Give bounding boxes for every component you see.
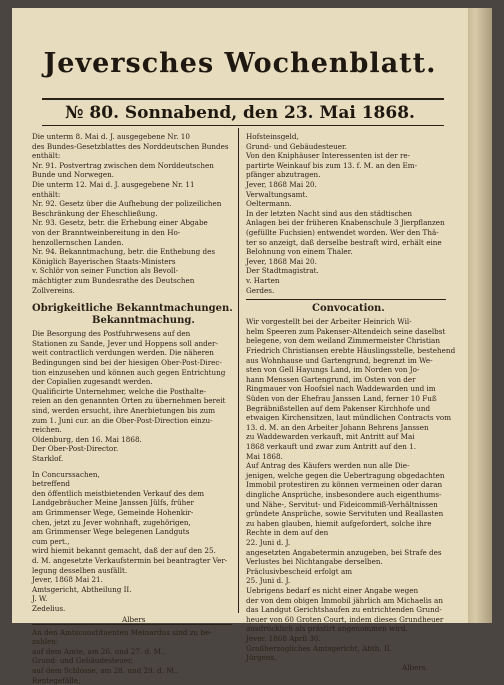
text-line: mächtigter zum Bundesrathe des Deutschen [32, 276, 195, 285]
text-line: sind, werden ersucht, ihre Anerbietungen bis zum [32, 406, 216, 415]
text-line: Bunde und Norwegen. [32, 170, 115, 180]
signature-albers: Albers. [402, 662, 428, 672]
text-line: Nr. 93. Gesetz, betr. die Erhebung einer Abgabe [32, 218, 208, 228]
text-line: zum 1. Juni cur. an die Ober-Post-Direction einzu- [32, 415, 213, 425]
text-line: Amtsgericht, Abtheilung II. [32, 584, 132, 594]
text-line: zu haben glauben, hiemit aufgefordert, solche ihre [246, 518, 432, 528]
text-line: (gefüllte Fuchsien) entwendet worden. Wer den Thä- [246, 228, 439, 237]
text-line: Königlich Bayerischen Staats-Ministers [32, 256, 176, 266]
text-line: Rechte in dem auf den [246, 528, 329, 538]
text-line: Nr. 94. Bekanntmachung, betr. die Enthebung des [32, 247, 216, 257]
text-line: Belohnung von einem Thaler. [246, 247, 353, 257]
section-title: Convocation. [312, 303, 385, 315]
text-line: Begräbnißstellen auf dem Pakenser Kirchhofe und [246, 403, 431, 413]
text-line: Die unterm 12. Mai d. J. ausgegebene Nr. 11 [32, 180, 195, 189]
text-line: belegene, von dem weiland Zimmermeister Christian [246, 336, 440, 346]
text-line: Oeltermann. [246, 199, 292, 209]
text-line: reichen. [32, 425, 62, 435]
text-line: Präclusivbescheid erfolgt am [246, 566, 353, 576]
text-line: chen, jetzt zu Jever wohnhaft, zugehörigen, [32, 517, 191, 527]
text-line: Uebrigens bedarf es nicht einer Angabe wegen [246, 586, 419, 595]
text-line: sten von Gell Hayungs Land, im Norden von Jo- [246, 365, 420, 375]
text-line: Die unterm 8. Mai d. J. ausgegebene Nr. 10 [32, 132, 190, 141]
text-line: der von dem obigen Immobil jährlich am Michaelis an [246, 595, 443, 605]
text-line: betreffend [32, 479, 71, 489]
book-edge [468, 8, 492, 623]
section-title: Obrigkeitliche Bekanntmachungen. [32, 303, 233, 315]
text-line: aus Wohnhause und Gartengrund, begrenzt im We- [246, 355, 433, 365]
text-line: Bedingungen sind bei der hiesigen Ober-Post-Direc- [32, 358, 222, 367]
text-line: gründete Ansprüche, sowie Servituten und Reallasten [246, 509, 444, 519]
signature-albers: Albers [122, 614, 146, 624]
text-line: am Grimmenser Wege, Gemeinde Hohenkir- [32, 508, 194, 517]
text-line: ter so anzeigt, daß derselbe bestraft wird, erhält eine [246, 237, 442, 247]
text-line: Gerdes. [246, 285, 275, 295]
text-line: Auf Antrag des Käufers werden nun alle Die- [246, 461, 410, 471]
text-line: Ringmauer von Hoofsiel nach Waddewarden und im [246, 384, 436, 394]
text-line: Grund- und Gebäudesteuer. [246, 141, 347, 151]
text-line: Beschränkung der Eheschließung. [32, 208, 158, 218]
text-line: Süden von der Ehefrau Janssen Land, ferner 10 Fuß [246, 394, 437, 403]
section-subtitle: Bekanntmachung. [92, 315, 195, 327]
text-line: reien an den genannten Orten zu übernehmen bereit [32, 396, 226, 406]
text-line: Grund- und Gebäudesteuer, [32, 656, 133, 666]
text-line: Jürgens. [246, 653, 277, 663]
text-line: dingliche Ansprüche, insbesondere auch eigenthums- [246, 490, 442, 499]
text-line: hann Menssen Gartengrund, im Osten von der [246, 374, 416, 384]
text-line: Wir vorgestellt bei der Arbeiter Heinrich Wil- [246, 317, 412, 327]
text-line: Friedrich Christiansen erebte Häuslingsstelle, bestehend [246, 346, 456, 355]
text-line: cum pert., [32, 536, 70, 546]
text-line: Immobil protestiren zu können vermeinen oder daran [246, 480, 443, 490]
text-line: Landgebräucher Meine Janssen Jülfs, früher [32, 498, 194, 508]
text-line: Starklof. [32, 454, 64, 463]
issue-line: № 80. Sonnabend, den 23. Mai 1868. [65, 103, 415, 123]
text-line: 22. Juni d. J. [246, 538, 291, 547]
text-line: des Bundes-Gesetzblattes des Norddeutschen Bundes [32, 141, 229, 151]
text-line: auf dem Schlosse, am 28. und 29. d. M., [32, 666, 179, 675]
issue-rule [42, 125, 444, 126]
text-line: In der letzten Nacht sind aus den städtischen [246, 208, 413, 218]
masthead-rule [42, 98, 444, 100]
text-line: Hofsteinsgeld, [246, 132, 299, 141]
text-line: ausdrücklich als prästirt angenommen wird. [246, 624, 408, 634]
text-line: Jever, 1868 Mai 20. [246, 180, 317, 189]
text-line: Der Stadtmagistrat. [246, 266, 319, 276]
rule [32, 624, 232, 625]
text-line: Rentegefälle, [32, 675, 81, 685]
text-line: auf dem Amte, am 26. und 27. d. M., [32, 646, 166, 656]
text-line: 1868 verkauft und zwar zum Antritt auf den 1. [246, 442, 417, 451]
text-line: weit contractlich verdungen werden. Die näheren [32, 348, 214, 358]
text-line: 25. Juni d. J. [246, 576, 291, 586]
text-line: tion einzusehen und können auch gegen Entrichtung [32, 367, 226, 377]
text-line: v. Schlör von seiner Function als Bevoll- [32, 266, 179, 276]
text-line: jenigen, welche gegen die Uebertragung obgedachten [246, 470, 445, 480]
text-line: partirte Weinkauf bis zum 13. f. M. an den Em- [246, 160, 418, 170]
text-line: enthält: [32, 151, 61, 161]
text-line: Nr. 91. Postvertrag zwischen dem Norddeutschen [32, 160, 214, 170]
text-line: Großherzogliches Amtsgericht, Abth. II. [246, 643, 392, 653]
text-line: das Landgut Gerichtshaufen zu entrichtenden Grund- [246, 605, 442, 615]
text-line: Zedelius. [32, 604, 66, 613]
text-line: An den Amtsconstituenten Meinardus sind zu be- [32, 627, 212, 637]
text-line: Anlagen bei der früheren Knabenschule 3 Jierpflanzen [246, 218, 445, 228]
text-line: am Grimmenser Wege belegenen Landguts [32, 527, 190, 537]
text-line: Verlustes bei Nichtangabe derselben. [246, 557, 383, 567]
text-line: v. Harten [246, 276, 280, 285]
rule [246, 299, 446, 300]
text-line: den öffentlich meistbietenden Verkauf des dem [32, 488, 205, 498]
text-line: Verwaltungsamt. [246, 189, 308, 199]
newspaper-page [12, 8, 468, 685]
text-line: und Nähe-, Servitut- und Fideicommiß-Verhältnissen [246, 499, 438, 509]
text-line: 13. d. M. an den Arbeiter Johann Behrens Janssen [246, 422, 429, 432]
text-line: Mai 1868. [246, 451, 283, 461]
text-line: Von den Kniphäuser Interessenten ist der re- [246, 151, 411, 161]
text-line: Oldenburg, den 16. Mai 1868. [32, 434, 142, 444]
text-line: In Concurssachen, [32, 469, 100, 479]
text-line: der Copialien zugesandt werden. [32, 377, 153, 387]
text-line: pfänger abzutragen. [246, 170, 321, 180]
text-line: Jever, 1868 Mai 20. [246, 256, 317, 266]
text-line: zahlen: [32, 637, 59, 647]
text-line: enthält: [32, 189, 61, 199]
text-line: legung desselben ausfällt. [32, 565, 128, 575]
text-line: Stationen zu Sande, Jever und Hoppens soll ander- [32, 338, 218, 348]
text-line: von der Branntweinbereitung in den Ho- [32, 228, 181, 237]
text-line: wird hiemit bekannt gemacht, daß der auf den 25. [32, 546, 216, 556]
text-line: heuer von 60 Groten Court, indem dieses Grundheuer [246, 614, 444, 624]
column-divider [238, 128, 239, 613]
text-line: Jever, 1868 April 30. [246, 634, 321, 643]
text-line: henzollernschen Landen. [32, 237, 124, 247]
text-line: etwaigen Kirchensitzen, laut mündlichen Contracts vom [246, 413, 452, 423]
text-line: Der Ober-Post-Director. [32, 444, 119, 454]
text-line: helm Speeren zum Pakenser-Altendeich seine daselbst [246, 326, 446, 336]
text-line: angesetzten Angabetermin anzugeben, bei Strafe des [246, 547, 442, 557]
text-line: zu Waddewarden verkauft, mit Antritt auf Mai [246, 432, 415, 442]
text-line: Nr. 92. Gesetz über die Aufhebung der polizeilichen [32, 199, 222, 209]
masthead-title: Jeversches Wochenblatt. [43, 48, 437, 79]
text-line: Jever, 1868 Mai 21. [32, 575, 103, 585]
text-line: J. W. [32, 594, 48, 604]
text-line: Qualificirte Unternehmer, welche die Posthalte- [32, 386, 207, 396]
text-line: Die Besorgung des Postfuhrwesens auf den [32, 329, 191, 339]
text-line: Zollvereins. [32, 285, 75, 295]
text-line: d. M. angesetzte Verkaufstermin bei beantragter Ver- [32, 556, 228, 565]
